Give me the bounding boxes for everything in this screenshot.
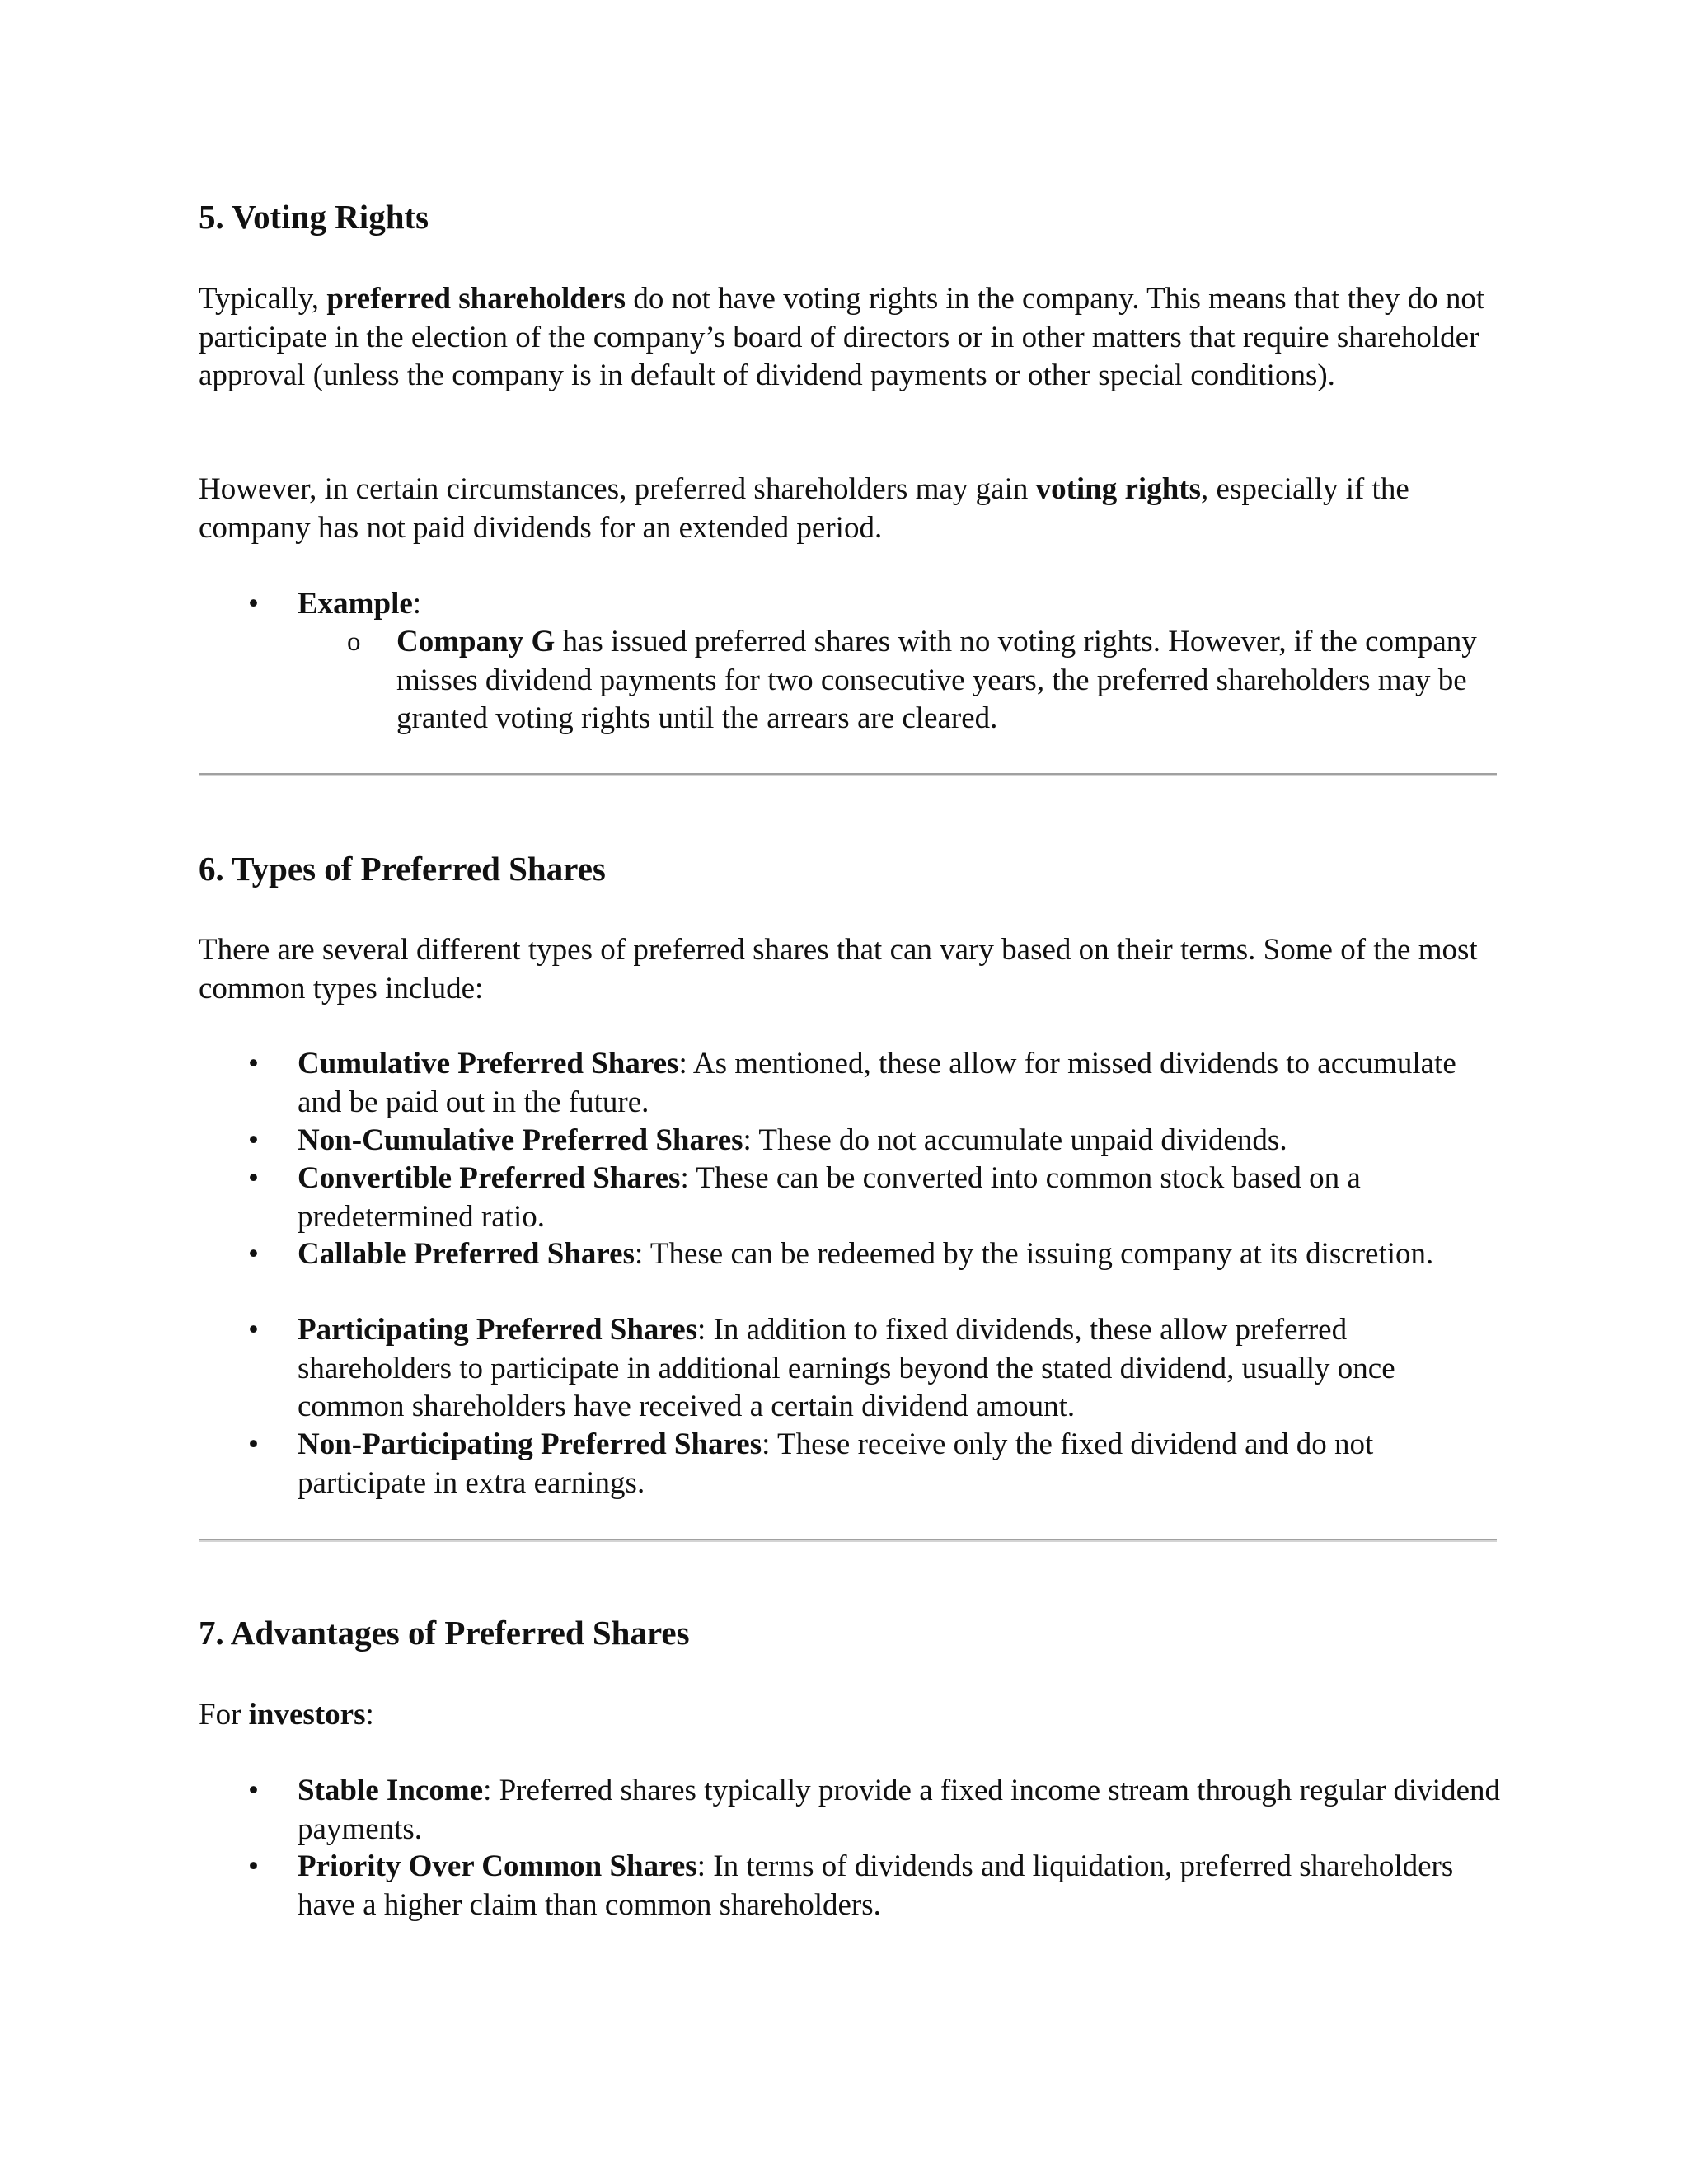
bullet-icon: • xyxy=(248,587,259,621)
paragraph-voting-rights-intro xyxy=(199,280,1497,396)
list-item-text xyxy=(298,1772,1501,1849)
bold-term: Non-Cumulative Preferred Shares xyxy=(298,1123,743,1157)
bold-term: Callable Preferred Shares xyxy=(298,1237,635,1271)
paragraph-voting-rights-exception xyxy=(199,471,1497,547)
text-run: : Preferred shares typically provide a fixed income stream through regular dividend payments. xyxy=(298,1774,1501,1846)
bullet-icon: • xyxy=(248,1047,259,1080)
bold-term: Example xyxy=(298,587,413,621)
list-item-text xyxy=(298,1426,1501,1502)
paragraph-types-intro: There are several different types of preferred shares that can vary based on their terms. Some of the most common types include: xyxy=(199,933,1478,1005)
bullet-icon: • xyxy=(248,1161,259,1195)
bold-term: Participating Preferred Shares xyxy=(298,1313,698,1347)
bullet-icon: • xyxy=(248,1427,259,1461)
text-run: : These receive only the fixed dividend and do not participate in extra earnings. xyxy=(298,1427,1374,1500)
text-run: : In terms of dividends and liquidation, preferred shareholders have a higher claim than common shareholders. xyxy=(298,1849,1454,1922)
text-run: : These do not accumulate unpaid dividends. xyxy=(743,1123,1287,1157)
text-run: : xyxy=(412,587,422,621)
list-item-text xyxy=(298,1235,1501,1274)
section-heading-types: 6. Types of Preferred Shares xyxy=(199,850,606,888)
text-run: : These can be converted into common stock based on a predetermined ratio. xyxy=(298,1161,1361,1234)
text-run: : In addition to fixed dividends, these allow preferred shareholders to participate in additional earnings beyond the stated dividend, usually once common shareholders have received a certain dividend amount. xyxy=(298,1313,1395,1423)
section-heading-advantages: 7. Advantages of Preferred Shares xyxy=(199,1614,690,1652)
list-item-text xyxy=(298,1160,1501,1236)
sub-list-item-text xyxy=(396,623,1497,738)
text-run: : As mentioned, these allow for missed dividends to accumulate and be paid out in the future. xyxy=(298,1047,1456,1119)
list-item-text xyxy=(298,1122,1501,1160)
bullet-icon: • xyxy=(248,1123,259,1157)
text-run: Typically, xyxy=(199,282,327,316)
text-run: has issued preferred shares with no voting rights. However, if the company misses dividend payments for two consecutive years, the preferred shareholders may be granted voting rights until the arrears are cleared. xyxy=(396,625,1477,735)
sub-bullet-icon: o xyxy=(347,627,361,657)
bold-term: Priority Over Common Shares xyxy=(298,1849,697,1883)
text-run: : xyxy=(365,1698,374,1732)
bold-term: investors xyxy=(248,1698,366,1732)
bold-term: Company G xyxy=(396,625,556,658)
bold-term: Stable Income xyxy=(298,1774,484,1807)
bold-term: voting rights xyxy=(1035,472,1202,506)
list-item-text xyxy=(298,1848,1501,1924)
text-run: For xyxy=(199,1698,249,1732)
bullet-icon: • xyxy=(248,1313,259,1347)
bold-term: Convertible Preferred Shares xyxy=(298,1161,681,1195)
text-run: do not have voting rights in the company. This means that they do not participate in the election of the company’s board of directors or in other matters that require shareholder approval (unless the company is in default of dividend payments or other special conditions). xyxy=(199,282,1485,392)
text-run: : These can be redeemed by the issuing company at its discretion. xyxy=(635,1237,1434,1271)
horizontal-divider xyxy=(199,773,1497,776)
paragraph-advantages-intro xyxy=(199,1696,1497,1735)
section-heading-voting-rights: 5. Voting Rights xyxy=(199,198,429,236)
list-item-text xyxy=(298,1045,1501,1122)
text-run: However, in certain circumstances, preferred shareholders may gain xyxy=(199,472,1036,506)
bold-term: Non-Participating Preferred Shares xyxy=(298,1427,762,1461)
list-item-text xyxy=(298,585,1501,624)
bold-term: Cumulative Preferred Shares xyxy=(298,1047,679,1080)
horizontal-divider xyxy=(199,1539,1497,1542)
bold-term: preferred shareholders xyxy=(326,282,626,316)
text-run: , especially if the company has not paid dividends for an extended period. xyxy=(199,472,1409,545)
bullet-icon: • xyxy=(248,1849,259,1883)
bullet-icon: • xyxy=(248,1774,259,1807)
list-item-text xyxy=(298,1311,1501,1427)
bullet-icon: • xyxy=(248,1237,259,1271)
